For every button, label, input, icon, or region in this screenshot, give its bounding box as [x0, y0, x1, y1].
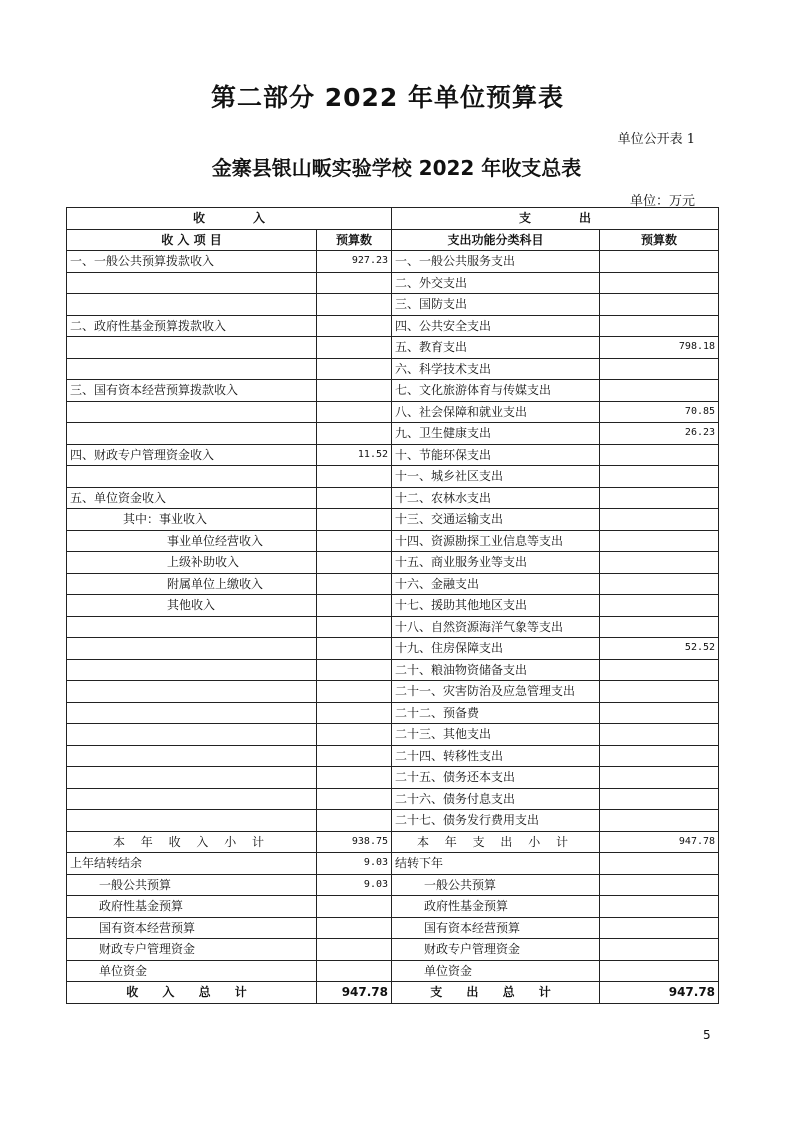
expense-item-cell: 十五、商业服务业等支出: [392, 552, 600, 574]
expense-item-cell: 财政专户管理资金: [392, 939, 600, 961]
expense-item-cell: 五、教育支出: [392, 337, 600, 359]
expense-amount-cell: 26.23: [600, 423, 719, 445]
group-header-row: [67, 208, 719, 230]
expense-amount-cell: [600, 444, 719, 466]
expense-item-cell: 六、科学技术支出: [392, 358, 600, 380]
table-row: [67, 810, 719, 832]
expense-amount-cell: [600, 380, 719, 402]
expense-item-cell: 十八、自然资源海洋气象等支出: [392, 616, 600, 638]
income-item-cell: 一、一般公共预算拨款收入: [67, 251, 317, 273]
income-subtotal-amount: 938.75: [317, 831, 392, 853]
expense-item-cell: 七、文化旅游体育与传媒支出: [392, 380, 600, 402]
income-amount-cell: 11.52: [317, 444, 392, 466]
expense-amount-cell: [600, 788, 719, 810]
expense-amount-cell: [600, 896, 719, 918]
expense-item-cell: 一般公共预算: [392, 874, 600, 896]
expense-amount-cell: [600, 659, 719, 681]
expense-amount-cell: [600, 939, 719, 961]
income-item-cell: [67, 466, 317, 488]
income-item-cell: [67, 294, 317, 316]
income-amount-cell: [317, 509, 392, 531]
expense-amount-cell: [600, 466, 719, 488]
document-title: 金寨县银山畈实验学校 2022 年收支总表: [211, 156, 582, 180]
expense-item-cell: 十九、住房保障支出: [392, 638, 600, 660]
table-row: [67, 251, 719, 273]
expense-amount-cell: [600, 315, 719, 337]
income-amount-cell: [317, 466, 392, 488]
expense-item-cell: 九、卫生健康支出: [392, 423, 600, 445]
expense-item-cell: 二十六、债务付息支出: [392, 788, 600, 810]
income-total-amount: 947.78: [317, 982, 392, 1004]
expense-item-cell: 二十一、灾害防治及应急管理支出: [392, 681, 600, 703]
expense-amount-cell: [600, 616, 719, 638]
table-row: [67, 315, 719, 337]
table-row: [67, 380, 719, 402]
expense-item-cell: 政府性基金预算: [392, 896, 600, 918]
table-row: [67, 509, 719, 531]
income-item-cell: [67, 681, 317, 703]
expense-amount-cell: [600, 251, 719, 273]
income-amount-cell: [317, 767, 392, 789]
expense-amount-cell: [600, 573, 719, 595]
income-item-cell: 财政专户管理资金: [67, 939, 317, 961]
expense-amount-cell: [600, 530, 719, 552]
income-amount-cell: [317, 659, 392, 681]
income-item-cell: [67, 423, 317, 445]
income-amount-cell: 9.03: [317, 874, 392, 896]
col-expense-amount: 预算数: [600, 229, 719, 251]
income-item-cell: 四、财政专户管理资金收入: [67, 444, 317, 466]
expense-item-cell: 十七、援助其他地区支出: [392, 595, 600, 617]
income-amount-cell: [317, 724, 392, 746]
table-row: [67, 638, 719, 660]
income-amount-cell: [317, 702, 392, 724]
table-row: [67, 595, 719, 617]
expense-amount-cell: [600, 487, 719, 509]
income-item-cell: [67, 401, 317, 423]
income-item-cell: [67, 638, 317, 660]
income-amount-cell: [317, 315, 392, 337]
income-amount-cell: 9.03: [317, 853, 392, 875]
table-row: [67, 788, 719, 810]
income-amount-cell: [317, 960, 392, 982]
table-tag: 单位公开表 1: [617, 132, 695, 147]
table-row: [67, 337, 719, 359]
table-row: [67, 616, 719, 638]
income-item-cell: [67, 767, 317, 789]
table-row: [67, 745, 719, 767]
table-row: [67, 294, 719, 316]
expense-item-cell: 三、国防支出: [392, 294, 600, 316]
income-item-cell: 二、政府性基金预算拨款收入: [67, 315, 317, 337]
income-item-cell: [67, 788, 317, 810]
expense-item-cell: 十三、交通运输支出: [392, 509, 600, 531]
table-row: [67, 552, 719, 574]
income-amount-cell: [317, 939, 392, 961]
income-amount-cell: [317, 896, 392, 918]
budget-summary-table: [66, 207, 719, 1004]
expense-amount-cell: [600, 702, 719, 724]
expense-total-amount: 947.78: [600, 982, 719, 1004]
income-item-cell: 三、国有资本经营预算拨款收入: [67, 380, 317, 402]
income-amount-cell: [317, 294, 392, 316]
expense-group-header: 支 出: [392, 208, 719, 230]
page-number: 5: [703, 1028, 711, 1042]
table-row: [67, 874, 719, 896]
expense-amount-cell: [600, 960, 719, 982]
expense-item-cell: 二十四、转移性支出: [392, 745, 600, 767]
expense-item-cell: 十四、资源勘探工业信息等支出: [392, 530, 600, 552]
expense-amount-cell: 798.18: [600, 337, 719, 359]
expense-item-cell: 国有资本经营预算: [392, 917, 600, 939]
expense-item-cell: 二十三、其他支出: [392, 724, 600, 746]
expense-item-cell: 十一、城乡社区支出: [392, 466, 600, 488]
table-row: [67, 358, 719, 380]
expense-amount-cell: [600, 595, 719, 617]
col-income-amount: 预算数: [317, 229, 392, 251]
expense-amount-cell: [600, 681, 719, 703]
income-item-cell: 事业单位经营收入: [67, 530, 317, 552]
income-amount-cell: 927.23: [317, 251, 392, 273]
income-item-cell: [67, 810, 317, 832]
expense-item-cell: 四、公共安全支出: [392, 315, 600, 337]
income-amount-cell: [317, 552, 392, 574]
table-row: [67, 917, 719, 939]
income-item-cell: [67, 724, 317, 746]
income-item-cell: 上年结转结余: [67, 853, 317, 875]
income-item-cell: [67, 702, 317, 724]
income-item-cell: [67, 358, 317, 380]
income-amount-cell: [317, 573, 392, 595]
income-amount-cell: [317, 380, 392, 402]
income-item-cell: 一般公共预算: [67, 874, 317, 896]
carry-rows: [67, 853, 719, 982]
expense-amount-cell: 70.85: [600, 401, 719, 423]
income-amount-cell: [317, 487, 392, 509]
expense-amount-cell: [600, 853, 719, 875]
expense-amount-cell: [600, 874, 719, 896]
expense-amount-cell: [600, 552, 719, 574]
part-title: 第二部分 2022 年单位预算表: [211, 83, 564, 112]
expense-amount-cell: 52.52: [600, 638, 719, 660]
income-item-cell: [67, 659, 317, 681]
income-item-cell: 其中：事业收入: [67, 509, 317, 531]
income-amount-cell: [317, 358, 392, 380]
expense-item-cell: 二、外交支出: [392, 272, 600, 294]
income-item-cell: [67, 272, 317, 294]
income-amount-cell: [317, 616, 392, 638]
expense-item-cell: 十二、农林水支出: [392, 487, 600, 509]
income-amount-cell: [317, 681, 392, 703]
income-item-cell: [67, 337, 317, 359]
table-row: [67, 466, 719, 488]
income-item-cell: 国有资本经营预算: [67, 917, 317, 939]
table-row: [67, 702, 719, 724]
income-item-cell: 单位资金: [67, 960, 317, 982]
expense-amount-cell: [600, 272, 719, 294]
column-header-row: [67, 229, 719, 251]
expense-subtotal-label: 本 年 支 出 小 计: [392, 831, 600, 853]
income-amount-cell: [317, 745, 392, 767]
table-row: [67, 939, 719, 961]
total-row: [67, 982, 719, 1004]
table-row: [67, 659, 719, 681]
income-item-cell: 其他收入: [67, 595, 317, 617]
main-rows: [67, 251, 719, 832]
expense-amount-cell: [600, 745, 719, 767]
expense-item-cell: 八、社会保障和就业支出: [392, 401, 600, 423]
table-row: [67, 767, 719, 789]
expense-amount-cell: [600, 724, 719, 746]
expense-item-cell: 二十五、债务还本支出: [392, 767, 600, 789]
unit-label: 单位：万元: [629, 194, 695, 209]
expense-item-cell: 二十、粮油物资储备支出: [392, 659, 600, 681]
income-amount-cell: [317, 917, 392, 939]
table-row: [67, 423, 719, 445]
col-expense-item: 支出功能分类科目: [392, 229, 600, 251]
income-amount-cell: [317, 595, 392, 617]
income-item-cell: 五、单位资金收入: [67, 487, 317, 509]
table-row: [67, 573, 719, 595]
income-item-cell: 上级补助收入: [67, 552, 317, 574]
expense-item-cell: 十、节能环保支出: [392, 444, 600, 466]
income-total-label: 收 入 总 计: [67, 982, 317, 1004]
income-item-cell: [67, 745, 317, 767]
income-item-cell: [67, 616, 317, 638]
table-row: [67, 681, 719, 703]
expense-item-cell: 二十二、预备费: [392, 702, 600, 724]
table-row: [67, 530, 719, 552]
table-row: [67, 896, 719, 918]
table-row: [67, 444, 719, 466]
expense-total-label: 支 出 总 计: [392, 982, 600, 1004]
income-amount-cell: [317, 401, 392, 423]
expense-item-cell: 二十七、债务发行费用支出: [392, 810, 600, 832]
income-item-cell: 附属单位上缴收入: [67, 573, 317, 595]
income-amount-cell: [317, 530, 392, 552]
table-row: [67, 960, 719, 982]
col-income-item: 收 入 项 目: [67, 229, 317, 251]
income-item-cell: 政府性基金预算: [67, 896, 317, 918]
income-amount-cell: [317, 638, 392, 660]
expense-amount-cell: [600, 509, 719, 531]
table-row: [67, 487, 719, 509]
table-row: [67, 853, 719, 875]
expense-amount-cell: [600, 810, 719, 832]
income-subtotal-label: 本 年 收 入 小 计: [67, 831, 317, 853]
expense-item-cell: 结转下年: [392, 853, 600, 875]
income-amount-cell: [317, 337, 392, 359]
income-amount-cell: [317, 423, 392, 445]
expense-amount-cell: [600, 917, 719, 939]
expense-amount-cell: [600, 767, 719, 789]
income-amount-cell: [317, 788, 392, 810]
income-group-header: 收 入: [67, 208, 392, 230]
expense-item-cell: 一、一般公共服务支出: [392, 251, 600, 273]
expense-subtotal-amount: 947.78: [600, 831, 719, 853]
expense-amount-cell: [600, 294, 719, 316]
expense-item-cell: 单位资金: [392, 960, 600, 982]
expense-amount-cell: [600, 358, 719, 380]
table-row: [67, 724, 719, 746]
income-amount-cell: [317, 272, 392, 294]
table-row: [67, 401, 719, 423]
table-row: [67, 272, 719, 294]
subtotal-row: [67, 831, 719, 853]
expense-item-cell: 十六、金融支出: [392, 573, 600, 595]
income-amount-cell: [317, 810, 392, 832]
